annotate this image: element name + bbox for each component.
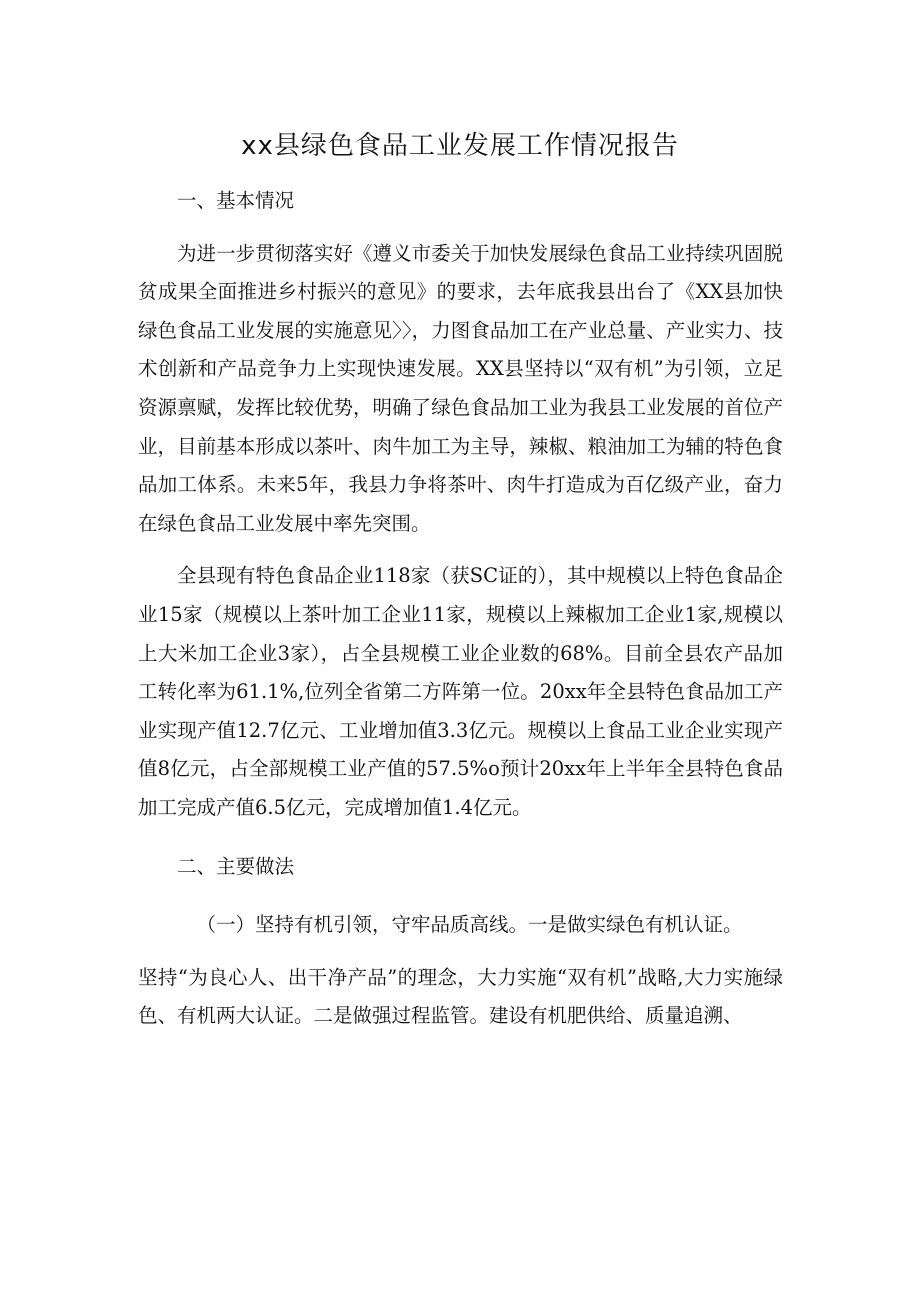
page-title: xx县绿色食品工业发展工作情况报告 [241,131,679,161]
paragraph-organic-strategy: 坚持“为良心人、出干净产品”的理念，大力实施“双有机”战略,大力实施绿色、有机两大认证。二是做强过程监管。建设有机肥供给、质量追溯、 [138,965,783,1028]
section-heading-practices: 二、主要做法 [177,854,295,878]
paragraph-policy: 为进一步贯彻落实好《遵义市委关于加快发展绿色食品工业持续巩固脱贫成果全面推进乡村振兴的意见》的要求，去年底我县出台了《XX县加快绿色食品工业发展的实施意见〉〉，力图食品加工在产业总量、产业实力、技术创新和产品竞争力上实现快速发展。XX县坚持以“双有机”为引领，立足资源禀赋，发挥比较优势，明确了绿色食品加工业为我县工业发展的首位产业，目前基本形成以茶叶、肉牛加工为主导，辣椒、粮油加工为辅的特色食品加工体系。未来5年，我县力争将茶叶、肉牛打造成为百亿级产业，奋力在绿色食品工业发展中率先突围。 [138,241,783,535]
document-body [138,182,783,1036]
subsection-heading-organic: （一）坚持有机引领，守牢品质高线。一是做实绿色有机认证。 [196,913,743,937]
section-heading-basic: 一、基本情况 [177,189,295,212]
paragraph-enterprise-stats: 全县现有特色食品企业118家（获SC证的），其中规模以上特色食品企业15家（规模以上茶叶加工企业11家，规模以上辣椒加工企业1家,规模以上大米加工企业3家），占全县规模工业企业数的68%。目前全县农产品加工转化率为61.1%,位列全省第二方阵第一位。20xx年全县特色食品加工产业实现产值12.7亿元、工业增加值3.3亿元。规模以上食品工业企业实现产值8亿元，占全部规模工业产值的57.5%o预计20xx年上半年全县特色食品加工完成产值6.5亿元，完成增加值1.4亿元。 [138,564,783,819]
